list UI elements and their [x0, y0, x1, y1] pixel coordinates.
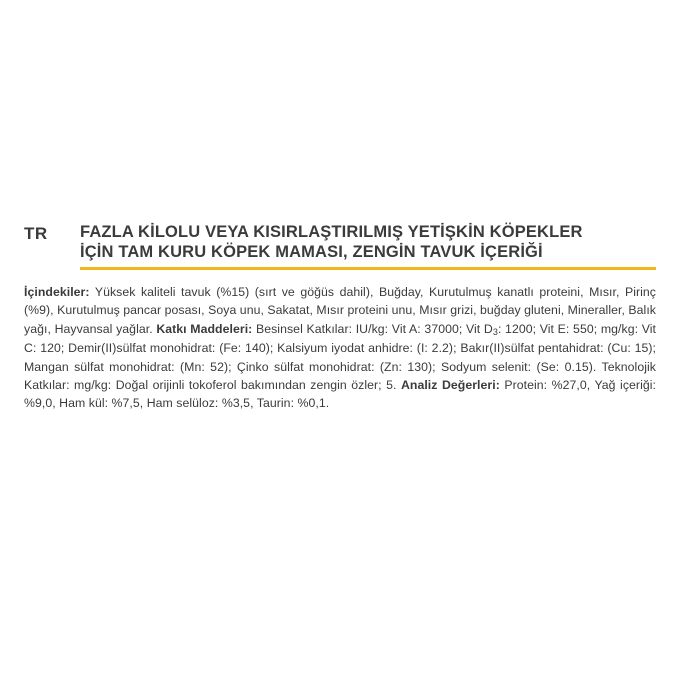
additives-heading: Katkı Maddeleri: — [156, 321, 253, 336]
ingredients-text: Yüksek kaliteli tavuk (%15) (sırt ve göğüs dahil), Buğday, Kurutulmuş kanatlı proteini, Mısır, Pirinç (%9), Kurutulmuş pancar posası, Soya unu, Sakatat, Mısır proteini unu, Mısır grizi, buğday gluteni, Mineraller, Balık yağı, Hayvansal yağlar. — [24, 285, 656, 336]
additives-text-part-1: Besinsel Katkılar: IU/kg: Vit A: 37000; Vit D — [252, 321, 493, 336]
language-code: TR — [24, 224, 48, 243]
title-row — [24, 222, 656, 270]
label-body-text — [24, 283, 656, 413]
analysis-text: Protein: %27,0, Yağ içeriği: %9,0, Ham kül: %7,5, Ham selüloz: %3,5, Taurin: %0,1. — [24, 378, 656, 411]
vitamin-d3-subscript: 3 — [492, 326, 498, 337]
analysis-heading: Analiz Değerleri: — [400, 378, 500, 393]
product-title-line-2: İÇİN TAM KURU KÖPEK MAMASI, ZENGİN TAVUK İÇERİĞİ — [80, 243, 543, 261]
product-label — [24, 222, 656, 413]
product-title-line-1: FAZLA KİLOLU VEYA KISIRLAŞTIRILMIŞ YETİŞKİN KÖPEKLER — [80, 223, 583, 241]
ingredients-heading: İçindekiler: — [24, 285, 90, 299]
additives-text-part-2: : 1200; Vit E: 550; mg/kg: Vit C: 120; Demir(II)sülfat monohidrat: (Fe: 140); Kalsiyum iyodat anhidre: (I: 2.2); Bakır(II)sülfat pentahidrat: (Cu: 15); Mangan sülfat monohidrat: (Mn: 52); Çinko sülfat monohidrat: (Zn: 130); Sodyum selenit: (Se: 0.15). Teknolojik Katkılar: mg/kg: Doğal orijinli tokoferol bakımından zengin özler; 5. — [24, 321, 656, 393]
title-underlined-block — [80, 222, 656, 270]
